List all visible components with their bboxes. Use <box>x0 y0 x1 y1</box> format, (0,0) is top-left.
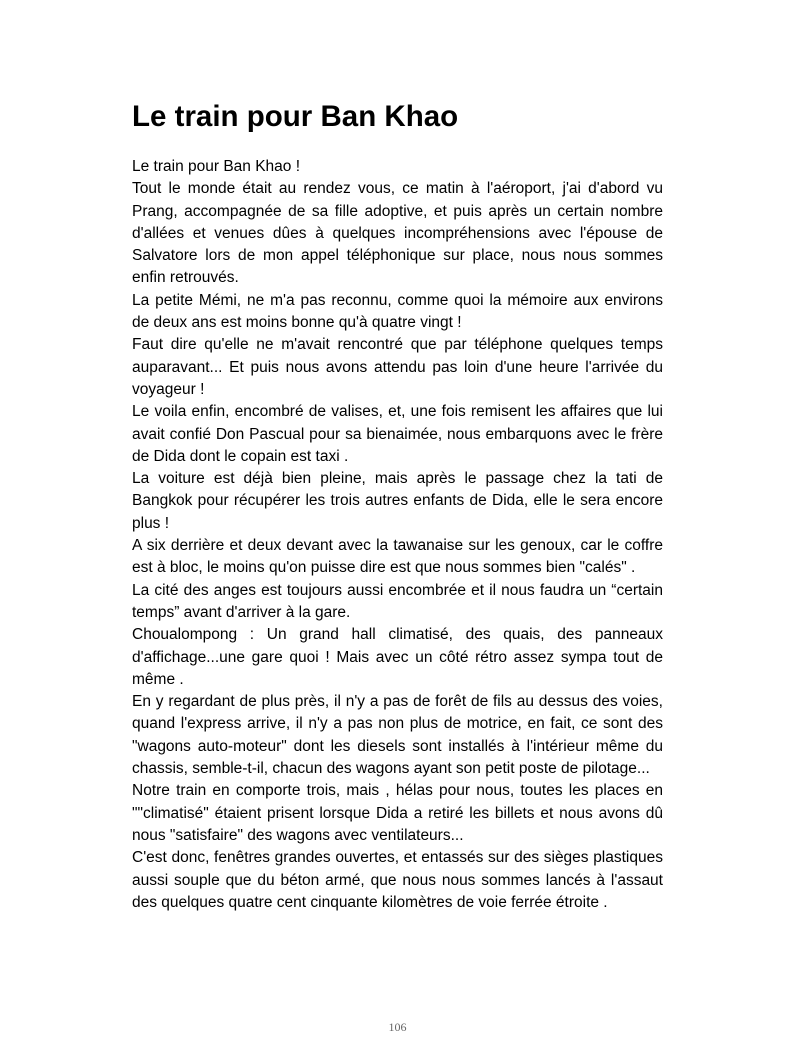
paragraph: La cité des anges est toujours aussi encombrée et il nous faudra un “certain temps” avant d'arriver à la gare. <box>132 581 663 621</box>
paragraph: La petite Mémi, ne m'a pas reconnu, comme quoi la mémoire aux environs de deux ans est moins bonne qu'à quatre vingt ! <box>132 291 663 332</box>
paragraph: C'est donc, fenêtres grandes ouvertes, et entassés sur des sièges plastiques aussi souple que du béton armé, que nous nous sommes lancés à l'assaut des quelques quatre cent cinquante kilomètres de voie ferrée étroite . <box>132 849 663 911</box>
paragraph: Le voila enfin, encombré de valises, et, une fois remisent les affaires que lui avait confié Don Pascual pour sa bienaimée, nous embarquons avec le frère de Dida dont le copain est taxi . <box>132 403 663 465</box>
paragraph: Choualompong : Un grand hall climatisé, des quais, des panneaux d'affichage...une gare quoi ! Mais avec un côté rétro assez sympa tout de même . <box>132 626 663 688</box>
chapter-title: Le train pour Ban Khao <box>132 100 459 133</box>
paragraph: Notre train en comporte trois, mais , hélas pour nous, toutes les places en ""climatisé" étaient prisent lorsque Dida a retiré les billets et nous avons dû nous "satisfaire" des wagons avec ventilateurs... <box>132 782 663 844</box>
paragraph: A six derrière et deux devant avec la tawanaise sur les genoux, car le coffre est à bloc, le moins qu'on puisse dire est que nous sommes bien "calés" . <box>132 537 663 577</box>
body-text <box>132 156 663 914</box>
paragraph: La voiture est déjà bien pleine, mais après le passage chez la tati de Bangkok pour récupérer les trois autres enfants de Dida, elle le sera encore plus ! <box>132 470 663 532</box>
paragraph: Le train pour Ban Khao ! <box>132 158 301 175</box>
paragraph: Tout le monde était au rendez vous, ce matin à l'aéroport, j'ai d'abord vu Prang, accompagnée de sa fille adoptive, et puis après un certain nombre d'allées et venues dûes à quelques incompréhensions avec l'épouse de Salvatore lors de mon appel téléphonique sur place, nous nous sommes enfin retrouvés. <box>132 180 663 287</box>
paragraph: Faut dire qu'elle ne m'avait rencontré que par téléphone quelques temps auparavant... Et puis nous avons attendu pas loin d'une heure l'arrivée du voyageur ! <box>132 336 663 398</box>
page-number: 106 <box>388 1020 407 1034</box>
paragraph: En y regardant de plus près, il n'y a pas de forêt de fils au dessus des voies, quand l'express arrive, il n'y a pas non plus de motrice, en fait, ce sont des "wagons auto-moteur" dont les diesels sont installés à l'intérieur même du chassis, semble-t-il, chacun des wagons ayant son petit poste de pilotage... <box>132 693 663 778</box>
